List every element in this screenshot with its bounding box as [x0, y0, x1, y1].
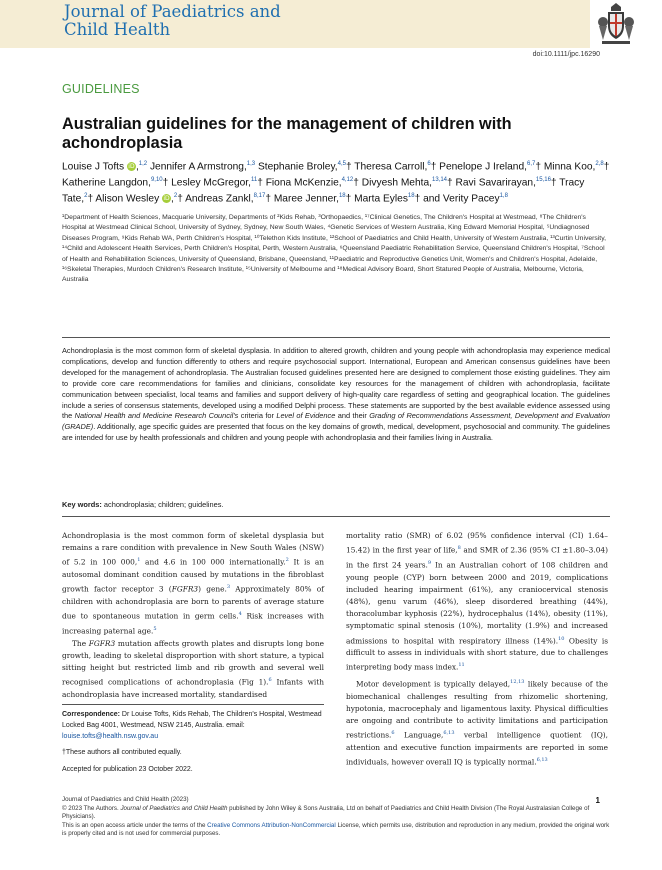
body-left-column [62, 530, 324, 701]
correspondence-text: Dr Louise Tofts, Kids Rehab, The Children's Hospital, Westmead Locked Bag 4001, Westmead, NSW 2145, Australia. email: [62, 711, 322, 729]
body-paragraph: Motor development is typically delayed,$^{12,13}$ likely because of the biomechanical challenges resulting from rhizomelic shortening, hypotonia, macrocephaly and ligamentous laxity. Physical difficulties are ongoing and contribute to activity limitations and participation restrictions.$^6$ Language,$^{6,13}$ verbal intelligence quotient (IQ), attention and executive function impairments are reported in some individuals, however overall IQ is typically normal.$^{6,13}$ [346, 679, 608, 767]
correspondence-email-link[interactable]: louise.tofts@health.nsw.gov.au [62, 732, 159, 740]
journal-name-line2: Child Health [64, 20, 171, 39]
body-paragraph: mortality ratio (SMR) of 6.02 (95% confidence interval (CI) 1.64–15.42) in the first year of life,$^8$ and SMR of 2.36 (95% CI ±1.80–3.04) in the first 24 years.$^9$ In an Australian cohort of 108 children and young people (CYP) born between 2000 and 2019, complications included hearing impairment (61%), any craniocervical stenosis (48%), genu varum (46%), sleep disordered breathing (44%), thoracolumbar kyphosis (22%), hydrocephalus (14%), obesity (11%), symptomatic spinal stenosis (10%), mortality (1.9%) and increased admissions to hospital with respiratory illness (14%).$^{10}$ Obesity is difficult to assess in individuals with short stature, due to challenges interpreting body mass index.$^{11}$ [346, 531, 609, 672]
section-label: GUIDELINES [62, 82, 140, 96]
abstract: Achondroplasia is the most common form of skeletal dysplasia. In addition to altered growth, children and young people with achondroplasia may experience medical complications, develop and function differently to others and require psychosocial support. International, European and American consensus guidelines have been developed for the management of achondroplasia. The Australian focused guidelines presented here are designed to complement those existing guidelines. They aim to provide core care recommendations for families and clinicians, consolidate key resources for the management of children with achondroplasia, facilitate communication between specialist, local teams and families and support delivery of high-quality care regardless of setting and geographical location. The guidelines include a series of consensus statements, developed using a modified Delphi process. These statements are supported by the best available evidence assessed using the National Health and Medicine Research Council's criteria for Level of Evidence and their Grading of Recommendations Assessment, Development and Evaluation (GRADE). Additionally, age specific guides are presented that focus on the key domains of growth, medical, development, psychosocial and community. The guidelines are intended for use by health professionals and children and young people with achondroplasia and their families living in Australia. [62, 346, 611, 443]
accepted-date: Accepted for publication 23 October 2022. [62, 766, 193, 774]
correspondence-rule [62, 704, 324, 705]
article-title: Australian guidelines for the management of children with achondroplasia [62, 115, 512, 152]
body-paragraph: The FGFR3 mutation affects growth plates and disrupts long bone growth, leading to skeletal disproportion with short stature, a typical sitting height but restricted limb and rib growth and several well recognised complications of achondroplasia (Fig 1).$^6$ Infants with achondroplasia have increased mortality, standardised [62, 638, 324, 699]
journal-masthead [0, 0, 662, 48]
page-number: 1 [595, 796, 600, 805]
author-list[interactable]: Louise J Tofts iD,$^{1,2}$ Jennifer A Armstrong,$^{1,3}$ Stephanie Broley,$^{4,5}$† Theresa Carroll,$^6$† Penelope J Ireland,$^{6,7}$† Minna Koo,$^{2,8}$† Katherine Langdon,$^{9,10}$† Lesley McGregor,$^{11}$† Fiona McKenzie,$^{4,12}$† Divyesh Mehta,$^{13,14}$† Ravi Savarirayan,$^{15,16}$† Tracy Tate,$^2$† Alison Wesley iD,$^2$† Andreas Zankl,$^{8,17}$† Maree Jenner,$^{18}$† Marta Eyles$^{18}$† and Verity Pacey$^{1,8}$ [62, 161, 610, 205]
coat-of-arms-crest-icon [594, 2, 638, 46]
correspondence [62, 710, 324, 742]
footer-license[interactable]: This is an open access article under the terms of the Creative Commons Attribution-NonCommercial License, which permits use, distribution and reproduction in any medium, provided the original work is properly cited and is not used for commercial purposes. [62, 821, 610, 838]
footer-journal: Journal of Paediatrics and Child Health (2023) [62, 796, 189, 803]
keywords-label: Key words: [62, 500, 102, 509]
license-link[interactable]: Creative Commons Attribution-NonCommercial [207, 821, 336, 829]
abstract-bottom-rule [62, 516, 610, 517]
orcid-icon[interactable]: iD [163, 195, 170, 203]
body-paragraph: Achondroplasia is the most common form of skeletal dysplasia but remains a rare condition with prevalence in New South Wales (NSW) of 5.2 in 100 000,$^1$ and 4.6 in 100 000 internationally.$^2$ It is an autosomal dominant condition caused by mutations in the fibroblast growth factor receptor 3 (FGFR3) gene.$^3$ Approximately 80% of children with achondroplasia are born to parents of average stature due to spontaneous mutation in germ cells.$^4$ Risk increases with increasing paternal age.$^5$ [62, 531, 324, 636]
keywords-value: achondroplasia; children; guidelines. [103, 500, 224, 509]
abstract-top-rule [62, 337, 610, 338]
affiliations: ¹Department of Health Sciences, Macquarie University, Departments of ²Kids Rehab, ³Orthopaedics, ¹⁷Clinical Genetics, The Children's Hospital at Westmead, ⁸The Children's Hospital at Westmead Clinical School, University of Sydney, Sydney, New South Wales, ⁴Genetic Services of Western Australia, King Edward Memorial Hospital, ⁵Undiagnosed Diseases Program, ⁹Kids Rehab WA, Perth Children's Hospital, ¹⁰Telethon Kids Institute, ¹²School of Paediatrics and Child Health, University of Western Australia, ¹³Curtin University, ¹⁴Child and Adolescent Health Services, Perth Children's Hospital, Perth, Western Australia, ⁶Queensland Paediatric Rehabilitation Service, Queensland Children's Hospital, ⁷School of Health and Rehabilitation Sciences, University of Queensland, Brisbane, Queensland, ¹¹Paediatric and Reproductive Genetics Unit, Women's and Children's Hospital, Adelaide, ¹⁶Skeletal Therapies, Murdoch Children's Research Institute, ¹⁵University of Melbourne and ¹⁸Medical Advisory Board, Short Statured People of Australia, Melbourne, Victoria, Australia [62, 214, 606, 284]
orcid-icon[interactable]: iD [128, 163, 135, 171]
journal-name-line1: Journal of Paediatrics and [64, 2, 281, 21]
footer-copyright: © 2023 The Authors. Journal of Paediatrics and Child Health published by John Wiley & Sons Australia, Ltd on behalf of Paediatrics and Child Health Division (The Royal Australasian College of Physicians). [62, 804, 590, 821]
doi[interactable]: doi:10.1111/jpc.16290 [532, 51, 600, 58]
body-right-column [346, 530, 608, 769]
correspondence-block [62, 710, 324, 776]
page-footer [62, 796, 610, 839]
correspondence-label: Correspondence: [62, 711, 120, 718]
equal-contribution-note: †These authors all contributed equally. [62, 749, 182, 757]
journal-name[interactable] [64, 3, 281, 39]
keywords [62, 500, 223, 509]
